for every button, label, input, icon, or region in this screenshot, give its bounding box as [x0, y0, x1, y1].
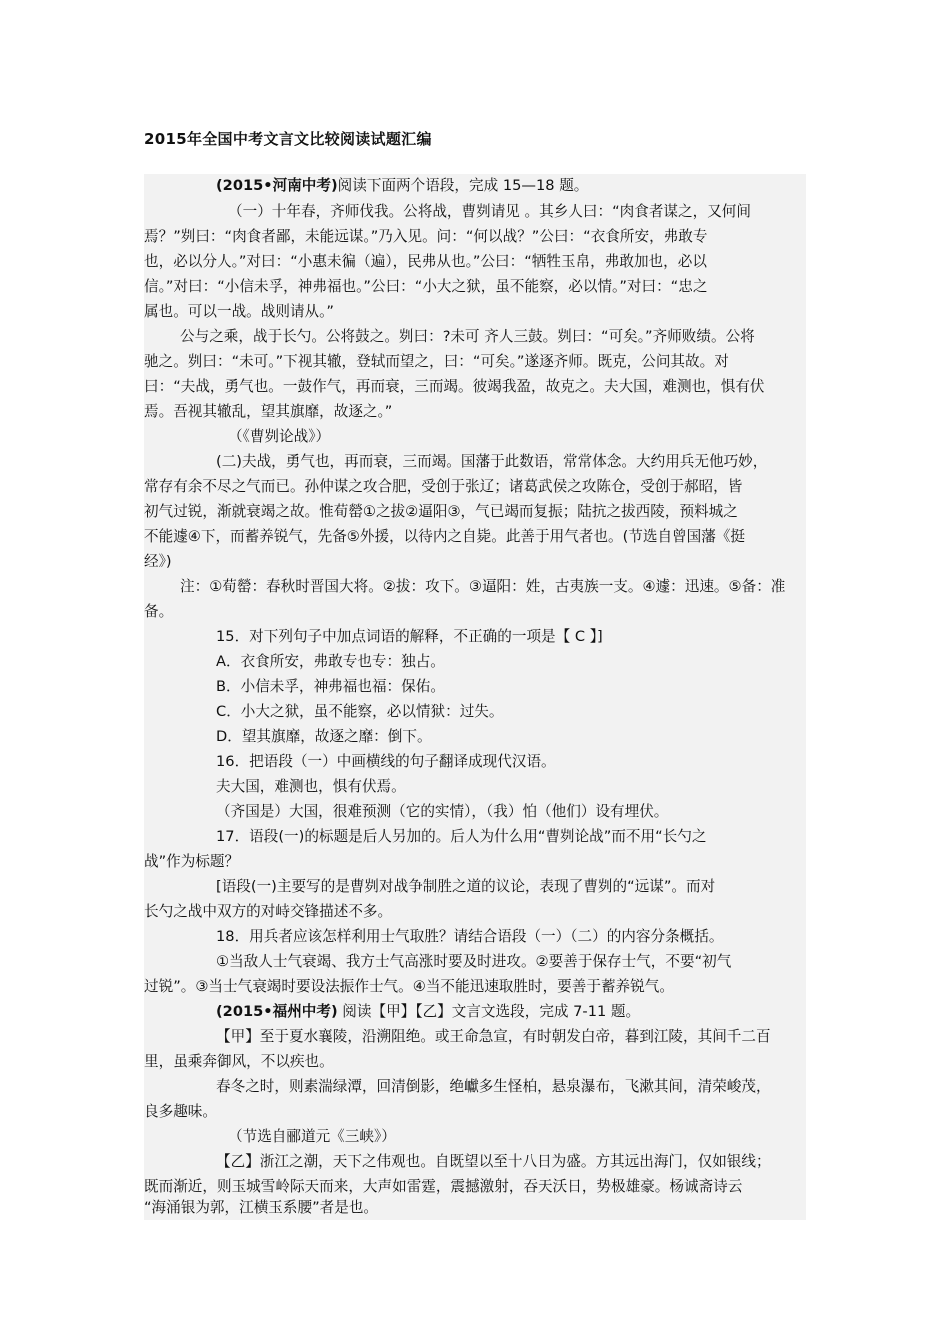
passage-line: （一）十年春，齐师伐我。公将战，曹刿请见 。其乡人曰：“肉食者谋之，又何间: [228, 203, 751, 220]
passage-line: 经》): [144, 553, 172, 570]
notes-line: 注：①荀罃：春秋时晋国大将。②拔：攻下。③逼阳：姓，古夷族一支。④遽：迅速。⑤备：准: [180, 578, 786, 595]
question-18: 18．用兵者应该怎样利用士气取胜？请结合语段（一）（二）的内容分条概括。: [216, 928, 724, 945]
question-16-sentence: 夫大国，难测也，惧有伏焉。: [216, 778, 406, 795]
passage-line: 公与之乘，战于长勺。公将鼓之。刿曰：?未可 齐人三鼓。刿曰：“可矣。”齐师败绩。公将: [180, 328, 755, 345]
passage-line: 常存有余不尽之气而已。孙仲谋之攻合肥，受创于张辽；诸葛武侯之攻陈仓，受创于郝昭，皆: [144, 478, 743, 495]
passage-line: 属也。可以一战。战则请从。”: [144, 303, 334, 320]
passage-line: 既而渐近，则玉城雪岭际天而来，大声如雷霆，震撼激射，吞天沃日，势极雄豪。杨诚斋诗云: [144, 1178, 743, 1195]
question-heading-fuzhou: (2015•福州中考) 阅读【甲】【乙】文言文选段，完成 7-11 题。: [216, 1003, 641, 1020]
question-17: 17．语段(一)的标题是后人另加的。后人为什么用“曹刿论战”而不用“长勺之: [216, 828, 707, 845]
answer-18: 过锐”。③当士气衰竭时要设法振作士气。④当不能迅速取胜时，要善于蓄养锐气。: [144, 978, 674, 995]
passage-line: 不能遽④下，而蓄养锐气，先备⑤外援，以待内之自毙。此善于用气者也。(节选自曾国藩《挺: [144, 528, 746, 545]
option-c: C．小大之狱，虽不能察，必以情狱：过失。: [216, 703, 504, 720]
passage-line: 【乙】浙江之潮，天下之伟观也。自既望以至十八日为盛。方其远出海门，仅如银线；: [216, 1153, 771, 1170]
passage-line: (二)夫战，勇气也，再而衰，三而竭。国藩于此数语，常常体念。大约用兵无他巧妙，: [216, 453, 768, 470]
question-16: 16．把语段（一）中画横线的句子翻译成现代汉语。: [216, 753, 556, 770]
answer-17: [语段(一)主要写的是曹刿对战争制胜之道的议论，表现了曹刿的“远谋”。而对: [216, 878, 716, 895]
passage-line: 也，必以分人。”对曰：“小惠未徧（遍），民弗从也。”公曰：“牺牲玉帛，弗敢加也，必以: [144, 253, 707, 270]
passage-line: 良多趣味。: [144, 1103, 217, 1120]
question-15: 15．对下列句子中加点词语的解释，不正确的一项是【 C 】]: [216, 628, 603, 645]
option-d: D．望其旗靡，故逐之靡：倒下。: [216, 728, 432, 745]
passage-line: 【甲】至于夏水襄陵，沿溯阻绝。或王命急宣，有时朝发白帝，暮到江陵，其间千二百: [216, 1028, 771, 1045]
source-citation: （节选自郦道元《三峡》）: [228, 1128, 396, 1145]
answer-16: （齐国是）大国，很难预测（它的实情），（我）怕（他们）设有埋伏。: [216, 803, 669, 820]
passage-line: 春冬之时，则素湍绿潭，回清倒影，绝巘多生怪柏，悬泉瀑布，飞漱其间，清荣峻茂，: [216, 1078, 771, 1095]
source-citation: （《曹刿论战》）: [228, 428, 331, 445]
option-a: A．衣食所安，弗敢专也专：独占。: [216, 653, 445, 670]
document-title: 2015年全国中考文言文比较阅读试题汇编: [144, 130, 432, 148]
passage-line: 驰之。刿曰：“未可。”下视其辙，登轼而望之，曰：“可矣。”遂逐齐师。既克，公问其故。对: [144, 353, 729, 370]
passage-line: 焉。吾视其辙乱，望其旗靡，故逐之。”: [144, 403, 393, 420]
question-heading-henan: (2015•河南中考)阅读下面两个语段，完成 15—18 题。: [216, 177, 589, 194]
answer-18: ①当敌人士气衰竭、我方士气高涨时要及时进攻。②要善于保存士气，不要“初气: [216, 953, 732, 970]
option-b: B．小信未孚，神弗福也福：保佑。: [216, 678, 445, 695]
question-17: 战”作为标题？: [144, 853, 240, 870]
notes-line: 备。: [144, 603, 174, 620]
passage-line: 焉？”刿曰：“肉食者鄙，未能远谋。”乃入见。问：“何以战？”公曰：“衣食所安，弗敢专: [144, 228, 708, 245]
answer-17: 长勺之战中双方的对峙交锋描述不多。: [144, 903, 393, 920]
passage-line: 信。”对曰：“小信未孚，神弗福也。”公曰：“小大之狱，虽不能察，必以情。”对曰：“忠之: [144, 278, 708, 295]
passage-line: 初气过锐，渐就衰竭之故。惟荀罃①之拔②逼阳③，气已竭而复振；陆抗之拔西陵，预料城之: [144, 503, 738, 520]
passage-line: 里，虽乘奔御风，不以疾也。: [144, 1053, 334, 1070]
passage-line: “海涌银为郭，江横玉系腰”者是也。: [144, 1199, 379, 1216]
passage-line: 曰：“夫战，勇气也。一鼓作气，再而衰，三而竭。彼竭我盈，故克之。夫大国，难测也，惧有伏: [144, 378, 765, 395]
